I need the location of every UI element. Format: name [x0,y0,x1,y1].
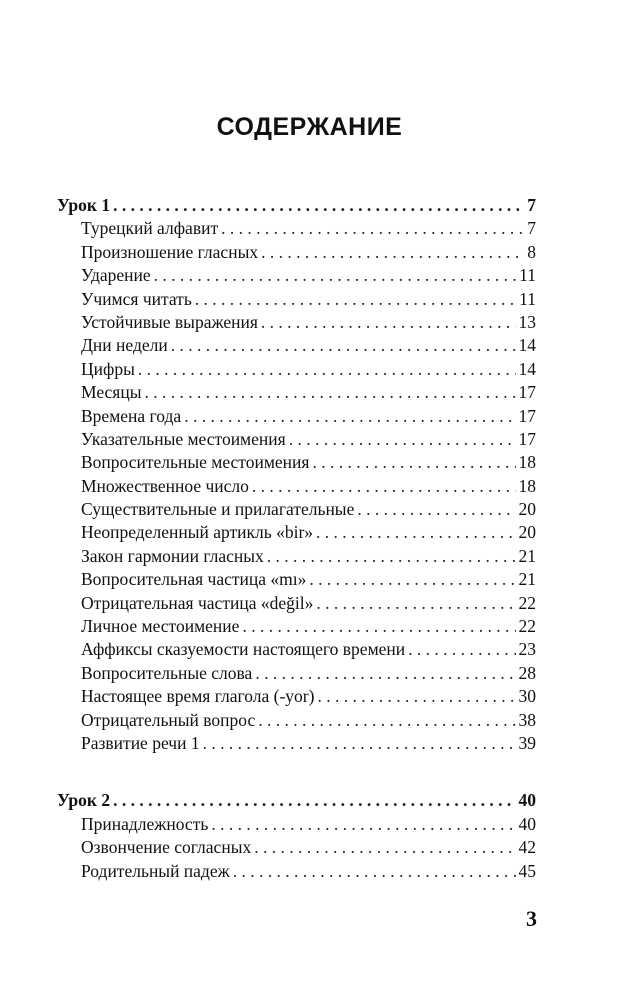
leader-dots [309,568,515,591]
toc-item-page: 11 [519,288,536,309]
toc-page-number: 7 [527,195,536,215]
toc-item-page: 23 [518,639,536,660]
leader-dots [289,428,516,451]
toc-item [57,428,536,451]
toc-item-title: Учимся читать [81,288,192,309]
toc-item [57,615,536,638]
toc-item-page: 21 [518,545,536,566]
leader-dots [254,836,515,859]
toc-item-title: Развитие речи 1 [81,732,200,753]
toc-item [57,334,536,357]
leader-dots [144,381,515,404]
toc-item-page: 8 [527,241,536,262]
toc-item-title: Времена года [81,405,182,426]
toc-item-page: 20 [518,522,536,543]
toc-lesson-title: Урок 2 [57,790,111,811]
leader-dots [408,638,515,661]
toc-item [57,405,536,428]
leader-dots [312,451,515,474]
toc-item-page: 14 [518,335,536,356]
toc-item-title: Аффиксы сказуемости настоящего времени [81,639,406,660]
leader-dots [255,662,515,685]
toc-item-title: Множественное число [81,475,249,496]
toc-item-title: Озвончение согласных [81,837,252,858]
toc-item [57,685,536,708]
toc-item-title: Произношение гласных [81,241,259,262]
toc-item [57,709,536,732]
toc-item-page: 40 [518,813,536,834]
toc-item [57,264,536,287]
toc-item-title: Турецкий алфавит [81,218,219,239]
toc-item [57,860,536,883]
leader-dots [242,615,515,638]
toc-item-page: 18 [518,452,536,473]
leader-dots [221,217,524,240]
toc-item-title: Существительные и прилагательные [81,499,355,520]
toc-item-title: Отрицательная частица «değil» [81,592,314,613]
toc-item-title: Устойчивые выражения [81,311,258,332]
leader-dots [211,813,515,836]
toc-item-page: 11 [519,265,536,286]
leader-dots [195,288,516,311]
leader-dots [171,334,516,357]
toc-item [57,311,536,334]
toc-item-title: Отрицательный вопрос [81,709,256,730]
toc-item [57,451,536,474]
toc-item-page: 17 [518,382,536,403]
toc-lesson-title: Урок 1 [57,195,111,215]
toc-item-title: Месяцы [81,382,142,403]
toc-item-page: 13 [518,311,536,332]
toc-item [57,521,536,544]
toc-item-title: Родительный падеж [81,860,230,881]
toc-item [57,217,536,240]
toc-item [57,475,536,498]
toc-item [57,836,536,859]
leader-dots [261,311,516,334]
toc-lesson-1 [57,194,536,217]
leader-dots [261,241,524,264]
toc-item-page: 17 [518,428,536,449]
leader-dots [258,709,515,732]
toc-item-page: 38 [518,709,536,730]
leader-dots [357,498,515,521]
leader-dots [233,860,516,883]
toc-item-title: Принадлежность [81,813,209,834]
toc-item-title: Вопросительные слова [81,662,253,683]
toc-item-title: Указательные местоимения [81,428,286,449]
toc-item-title: Вопросительные местоимения [81,452,310,473]
toc-item [57,381,536,404]
table-of-contents [57,194,536,883]
leader-dots [203,732,516,755]
toc-item-page: 39 [518,732,536,753]
toc-item-page: 7 [527,218,536,239]
toc-item-title: Ударение [81,265,151,286]
toc-item-title: Закон гармонии гласных [81,545,264,566]
toc-item-page: 30 [518,686,536,707]
toc-item [57,358,536,381]
toc-item [57,592,536,615]
toc-item [57,545,536,568]
leader-dots [113,194,524,217]
toc-item-page: 20 [518,499,536,520]
toc-item-page: 17 [518,405,536,426]
leader-dots [113,789,515,812]
leader-dots [316,592,515,615]
leader-dots [267,545,516,568]
toc-item-page: 18 [518,475,536,496]
toc-lesson-2 [57,789,536,812]
page-number: 3 [526,906,537,931]
leader-dots [317,685,515,708]
toc-item-title: Дни недели [81,335,168,356]
toc-item [57,638,536,661]
toc-item-title: Личное местоимение [81,616,240,637]
leader-dots [138,358,516,381]
toc-item-page: 21 [518,569,536,590]
toc-item-page: 42 [518,837,536,858]
leader-dots [154,264,517,287]
toc-item [57,241,536,264]
toc-item [57,813,536,836]
leader-dots [316,521,515,544]
toc-item-title: Цифры [81,358,135,379]
toc-item-page: 22 [518,616,536,637]
toc-item-page: 22 [518,592,536,613]
toc-item-title: Вопросительная частица «mı» [81,569,307,590]
toc-item [57,568,536,591]
toc-item [57,662,536,685]
leader-dots [184,405,515,428]
toc-item-page: 28 [518,662,536,683]
toc-item [57,498,536,521]
section-gap [57,755,536,789]
toc-item-page: 14 [518,358,536,379]
toc-page-number: 40 [518,790,536,811]
leader-dots [252,475,516,498]
toc-item-title: Неопределенный артикль «bir» [81,522,314,543]
toc-item-page: 45 [518,860,536,881]
toc-item [57,732,536,755]
page-title: СОДЕРЖАНИЕ [216,113,403,141]
toc-item [57,288,536,311]
toc-item-title: Настоящее время глагола (-yor) [81,686,315,707]
